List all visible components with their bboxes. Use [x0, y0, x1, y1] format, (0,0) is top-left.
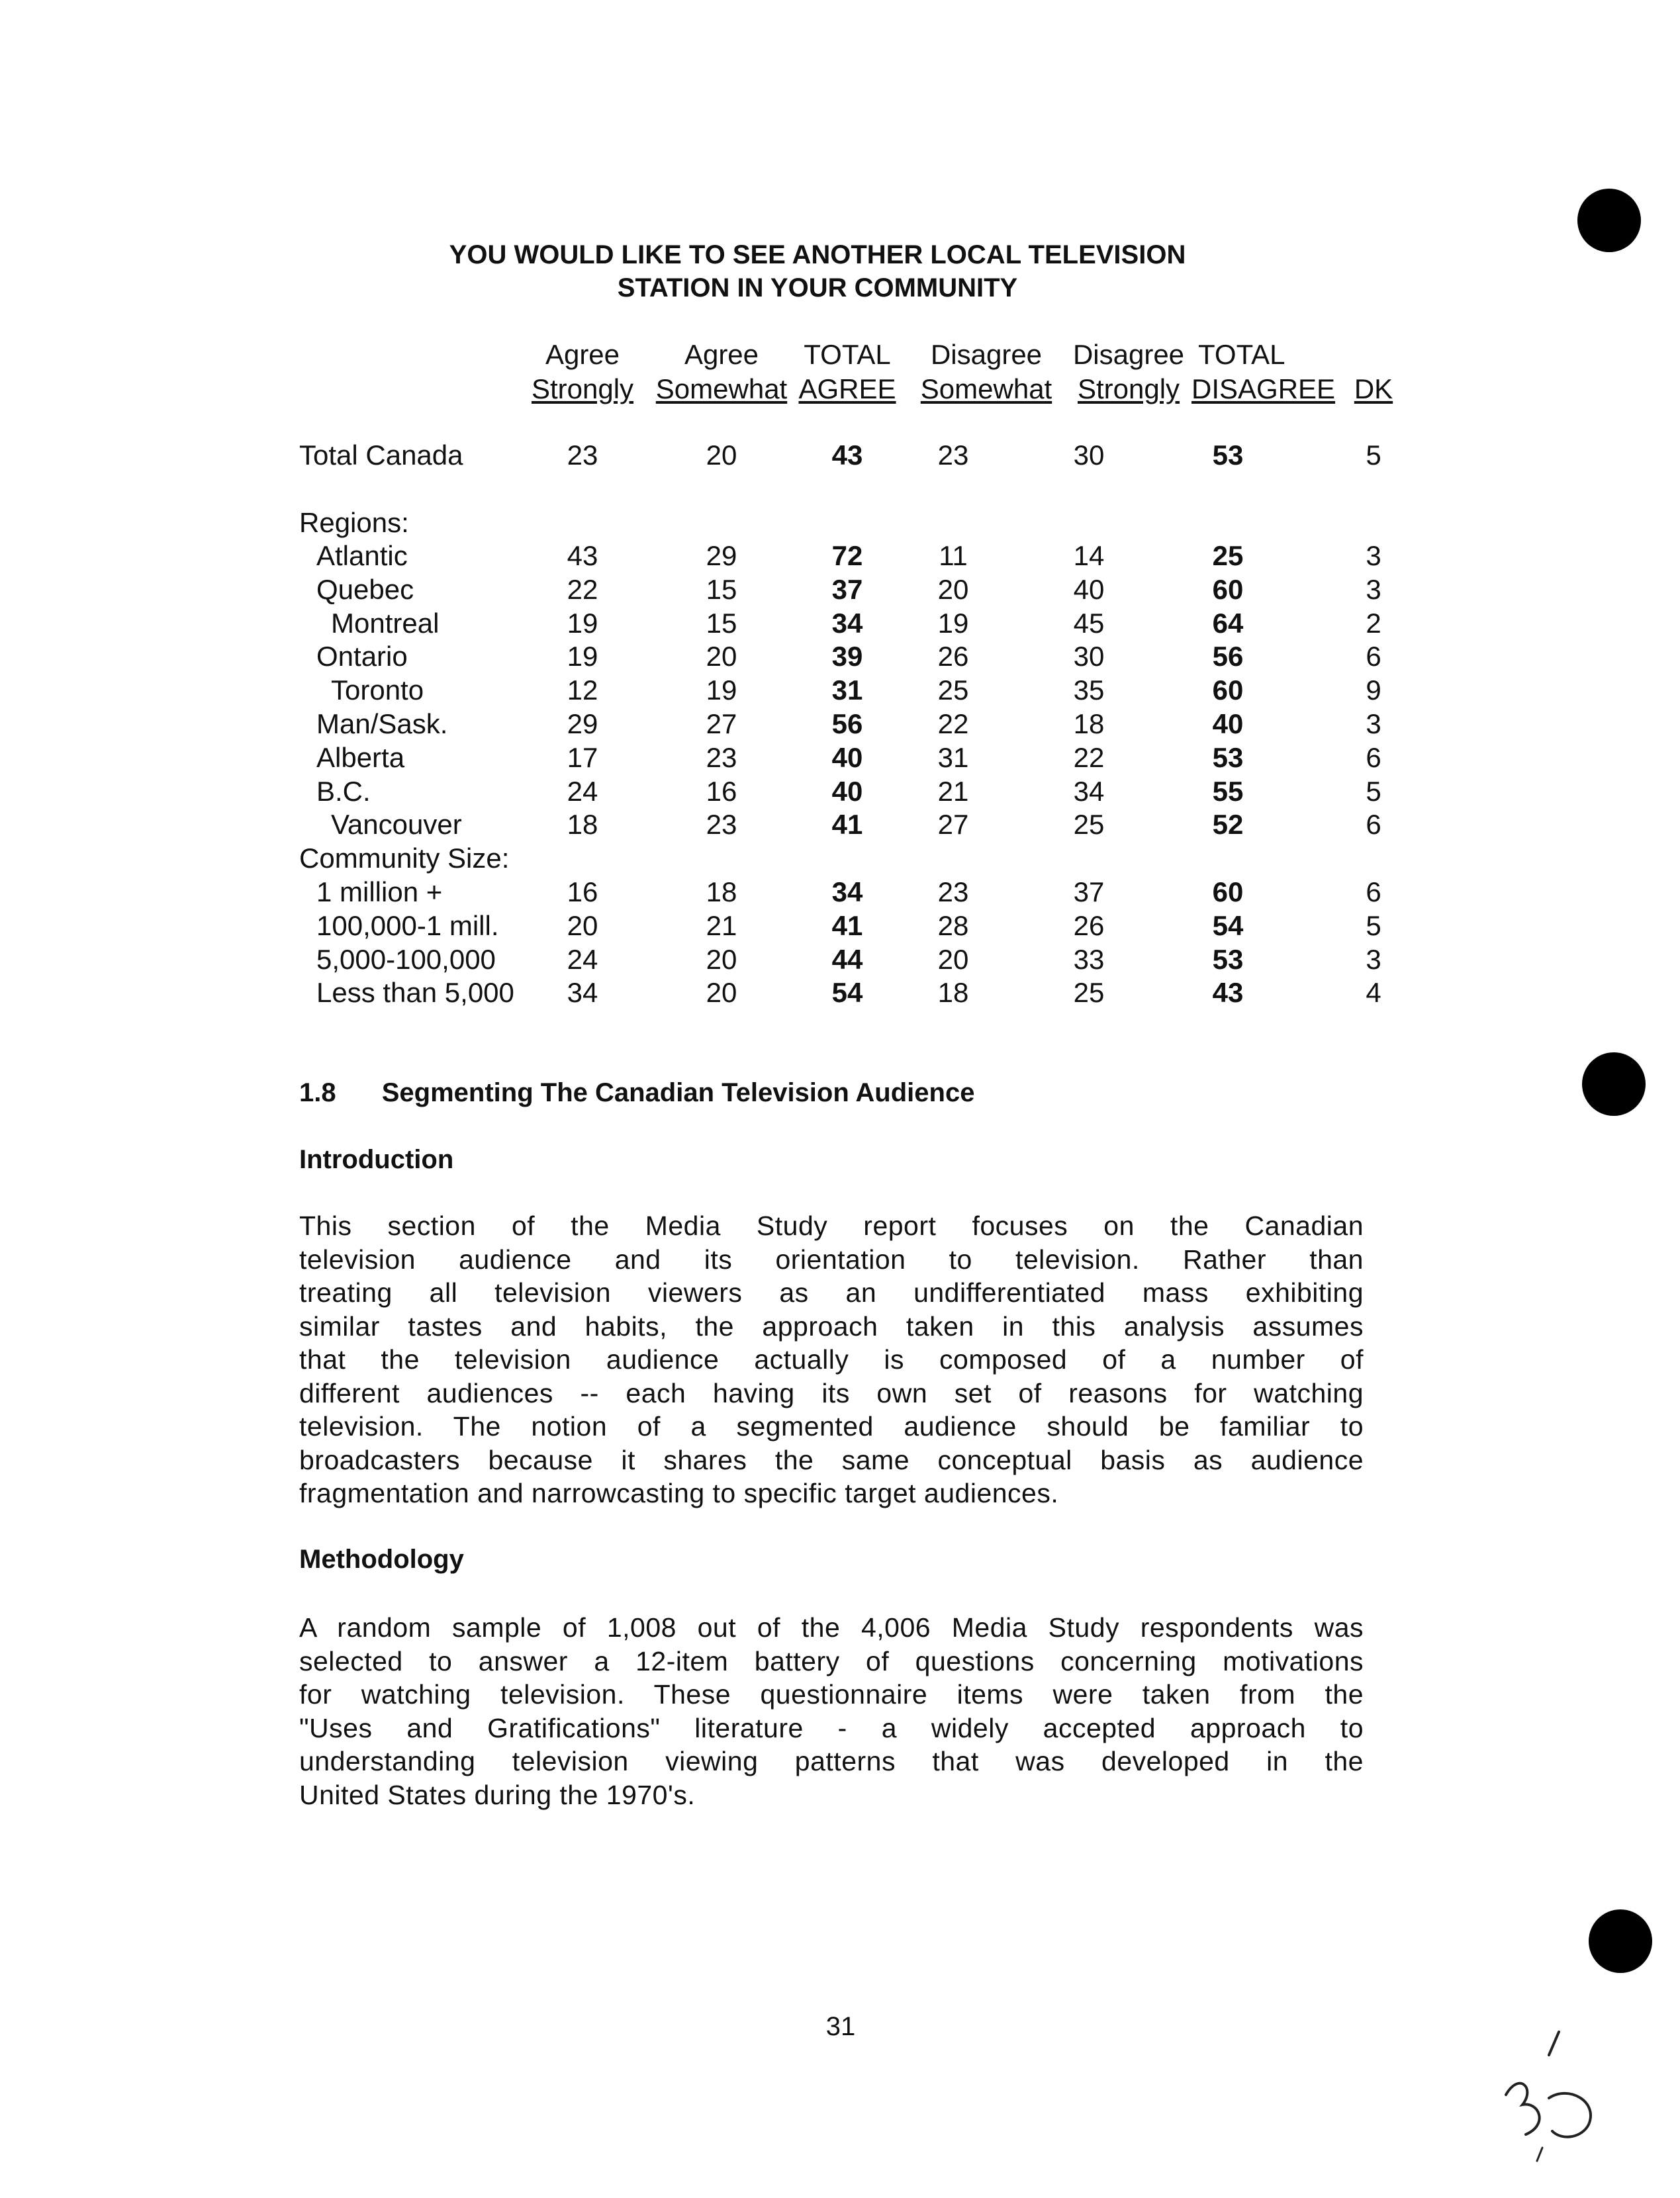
table-cell: 34	[831, 876, 863, 907]
table-cell: 24	[567, 775, 598, 807]
table-cell: 54	[831, 977, 863, 1009]
intro-line: similar tastes and habits, the approach taken in this analysis assumes	[299, 1310, 1364, 1342]
page-number: 31	[825, 2012, 856, 2041]
col-header-line1: Disagree	[930, 339, 1043, 370]
table-cell: 37	[831, 573, 863, 605]
intro-heading: Introduction	[299, 1145, 454, 1174]
table-cell: 19	[567, 607, 598, 639]
table-cell: 43	[567, 540, 598, 571]
intro-line: that the television audience actually is composed of a number of	[299, 1344, 1364, 1375]
methodology-line: A random sample of 1,008 out of the 4,006 Media Study respondents was	[299, 1612, 1364, 1643]
table-cell: 15	[706, 573, 737, 605]
table-title-line1: YOU WOULD LIKE TO SEE ANOTHER LOCAL TELEVISION	[449, 240, 1186, 269]
col-header-total-disagree	[1191, 338, 1344, 406]
col-header-line1	[1344, 338, 1403, 372]
col-header-dk	[1344, 338, 1403, 406]
table-cell: 35	[1073, 674, 1105, 706]
table-title	[371, 238, 1264, 304]
table-cell: 11	[939, 540, 968, 571]
table-cell: 60	[1212, 573, 1244, 605]
table-cell: 21	[706, 909, 737, 941]
table-cell: 6	[1366, 809, 1381, 841]
table-cell: 6	[1366, 641, 1381, 672]
table-cell: 55	[1212, 775, 1244, 807]
table-cell: 18	[1073, 708, 1105, 739]
col-header-line1: Disagree	[1072, 339, 1185, 370]
table-cell: 40	[831, 775, 863, 807]
row-label: Total Canada	[299, 439, 463, 471]
table-cell: 18	[937, 977, 969, 1009]
col-header-agree-somewhat	[632, 338, 811, 406]
col-header-disagree-strongly	[1062, 338, 1195, 406]
table-cell: 53	[1212, 741, 1244, 773]
row-label: Less than 5,000	[316, 977, 514, 1009]
handwritten-mark	[1483, 2025, 1615, 2171]
methodology-line: for watching television. These questionnaire items were taken from the	[299, 1679, 1364, 1710]
methodology-line: "Uses and Gratifications" literature - a widely accepted approach to	[299, 1712, 1364, 1743]
table-cell: 43	[831, 439, 863, 471]
table-cell: 34	[831, 607, 863, 639]
table-cell: 40	[831, 741, 863, 773]
table-cell: 3	[1366, 573, 1381, 605]
table-cell: 14	[1073, 540, 1105, 571]
table-cell: 6	[1366, 741, 1381, 773]
col-header-line2: DK	[1354, 373, 1393, 404]
table-cell: 23	[567, 439, 598, 471]
table-cell: 2	[1366, 607, 1381, 639]
table-cell: 25	[1073, 977, 1105, 1009]
table-row	[0, 539, 1680, 573]
col-header-disagree-somewhat	[907, 338, 1066, 406]
table-row	[0, 976, 1680, 1010]
table-cell: 31	[937, 741, 969, 773]
row-label: 5,000-100,000	[316, 943, 496, 975]
table-cell: 6	[1366, 876, 1381, 907]
table-cell: 29	[567, 708, 598, 739]
table-cell: 39	[831, 641, 863, 672]
table-cell: 34	[567, 977, 598, 1009]
punch-hole-top	[1577, 189, 1641, 252]
table-cell: 40	[1212, 708, 1244, 739]
table-cell: 20	[567, 909, 598, 941]
table-cell: 24	[567, 943, 598, 975]
table-cell: 44	[831, 943, 863, 975]
table-cell: 56	[1212, 641, 1244, 672]
table-cell: 20	[937, 573, 969, 605]
intro-line: broadcasters because it shares the same conceptual basis as audience	[299, 1444, 1364, 1475]
row-label: 100,000-1 mill.	[316, 909, 499, 941]
table-cell: 5	[1366, 439, 1381, 471]
table-cell: 5	[1366, 775, 1381, 807]
table-cell: 21	[937, 775, 969, 807]
table-cell: 27	[706, 708, 737, 739]
table-cell: 26	[937, 641, 969, 672]
row-label: Man/Sask.	[316, 708, 448, 739]
table-cell: 22	[1073, 741, 1105, 773]
table-cell: 41	[831, 909, 863, 941]
table-cell: 16	[567, 876, 598, 907]
row-label: Community Size:	[299, 843, 510, 874]
table-cell: 3	[1366, 943, 1381, 975]
table-cell: 5	[1366, 909, 1381, 941]
table-cell: 15	[706, 607, 737, 639]
table-row	[0, 606, 1680, 641]
table-cell: 34	[1073, 775, 1105, 807]
table-cell: 19	[567, 641, 598, 672]
table-row	[0, 673, 1680, 708]
table-cell: 40	[1073, 573, 1105, 605]
methodology-paragraph	[299, 1611, 1364, 1811]
intro-line: This section of the Media Study report focuses on the Canadian	[299, 1211, 1364, 1241]
table-cell: 12	[567, 674, 598, 706]
table-cell: 20	[706, 977, 737, 1009]
col-header-line1: TOTAL	[804, 339, 891, 370]
table-cell: 53	[1212, 943, 1244, 975]
punch-hole-middle	[1582, 1052, 1646, 1116]
table-cell: 16	[706, 775, 737, 807]
intro-line: different audiences -- each having its own set of reasons for watching	[299, 1377, 1364, 1408]
table-cell: 23	[937, 876, 969, 907]
table-cell: 41	[831, 809, 863, 841]
table-row	[0, 572, 1680, 607]
table-row	[0, 774, 1680, 809]
table-cell: 4	[1366, 977, 1381, 1009]
table-cell: 23	[937, 439, 969, 471]
table-cell: 22	[567, 573, 598, 605]
table-row	[0, 741, 1680, 775]
table-row	[0, 639, 1680, 674]
col-header-total-agree	[794, 338, 900, 406]
row-label: Ontario	[316, 641, 408, 672]
section-title: Segmenting The Canadian Television Audience	[381, 1078, 975, 1107]
table-cell: 20	[706, 439, 737, 471]
table-group-label	[0, 841, 1680, 876]
table-cell: 60	[1212, 674, 1244, 706]
table-cell: 9	[1366, 674, 1381, 706]
table-cell: 18	[706, 876, 737, 907]
table-cell: 60	[1212, 876, 1244, 907]
row-label: Vancouver	[331, 809, 462, 841]
table-cell: 19	[937, 607, 969, 639]
table-row	[0, 875, 1680, 909]
table-cell: 27	[937, 809, 969, 841]
table-cell: 26	[1073, 909, 1105, 941]
table-cell: 29	[706, 540, 737, 571]
table-cell: 54	[1212, 909, 1244, 941]
table-row-total	[0, 438, 1680, 473]
table-row	[0, 807, 1680, 842]
col-header-line1: TOTAL	[1198, 339, 1285, 370]
col-header-line2: Somewhat	[655, 373, 788, 404]
table-cell: 17	[567, 741, 598, 773]
table-cell: 43	[1212, 977, 1244, 1009]
table-cell: 45	[1073, 607, 1105, 639]
table-group-label	[0, 506, 1680, 540]
methodology-line: understanding television viewing patterns that was developed in the	[299, 1746, 1364, 1776]
table-cell: 25	[937, 674, 969, 706]
col-header-line2: AGREE	[798, 373, 896, 404]
row-label: Atlantic	[316, 540, 408, 571]
table-cell: 72	[831, 540, 863, 571]
table-cell: 30	[1073, 439, 1105, 471]
col-header-line2: Strongly	[1077, 373, 1180, 404]
row-label: 1 million +	[316, 876, 443, 907]
table-cell: 56	[831, 708, 863, 739]
table-cell: 25	[1073, 809, 1105, 841]
table-cell: 25	[1212, 540, 1244, 571]
table-cell: 31	[831, 674, 863, 706]
table-cell: 23	[706, 741, 737, 773]
table-cell: 19	[706, 674, 737, 706]
intro-line: television. The notion of a segmented audience should be familiar to	[299, 1411, 1364, 1442]
table-cell: 18	[567, 809, 598, 841]
methodology-line: selected to answer a 12-item battery of questions concerning motivations	[299, 1645, 1364, 1676]
col-header-line2: DISAGREE	[1191, 373, 1336, 404]
intro-paragraph	[299, 1209, 1364, 1510]
table-cell: 64	[1212, 607, 1244, 639]
row-label: Alberta	[316, 741, 405, 773]
punch-hole-bottom	[1589, 1909, 1652, 1973]
col-header-line2: Strongly	[531, 373, 634, 404]
col-header-line2: Somewhat	[920, 373, 1052, 404]
table-row	[0, 942, 1680, 977]
table-row	[0, 707, 1680, 741]
section-number: 1.8	[299, 1078, 336, 1107]
table-cell: 20	[706, 641, 737, 672]
table-cell: 3	[1366, 708, 1381, 739]
intro-line: fragmentation and narrowcasting to specific target audiences.	[299, 1478, 1059, 1508]
table-cell: 20	[706, 943, 737, 975]
table-row	[0, 909, 1680, 943]
col-header-line1: Agree	[545, 339, 620, 370]
table-cell: 23	[706, 809, 737, 841]
table-title-line2: STATION IN YOUR COMMUNITY	[617, 273, 1018, 302]
table-cell: 37	[1073, 876, 1105, 907]
table-cell: 53	[1212, 439, 1244, 471]
table-cell: 30	[1073, 641, 1105, 672]
intro-line: treating all television viewers as an undifferentiated mass exhibiting	[299, 1277, 1364, 1308]
col-header-line1: Agree	[684, 339, 759, 370]
methodology-line: United States during the 1970's.	[299, 1779, 696, 1810]
row-label: B.C.	[316, 775, 371, 807]
section-heading	[299, 1076, 974, 1110]
intro-line: television audience and its orientation to television. Rather than	[299, 1244, 1364, 1275]
row-label: Montreal	[331, 607, 440, 639]
table-cell: 20	[937, 943, 969, 975]
row-label: Quebec	[316, 573, 414, 605]
row-label: Regions:	[299, 507, 409, 538]
table-cell: 52	[1212, 809, 1244, 841]
table-cell: 33	[1073, 943, 1105, 975]
table-cell: 28	[937, 909, 969, 941]
row-label: Toronto	[331, 674, 424, 706]
methodology-heading: Methodology	[299, 1545, 464, 1574]
table-cell: 3	[1366, 540, 1381, 571]
table-cell: 22	[937, 708, 969, 739]
